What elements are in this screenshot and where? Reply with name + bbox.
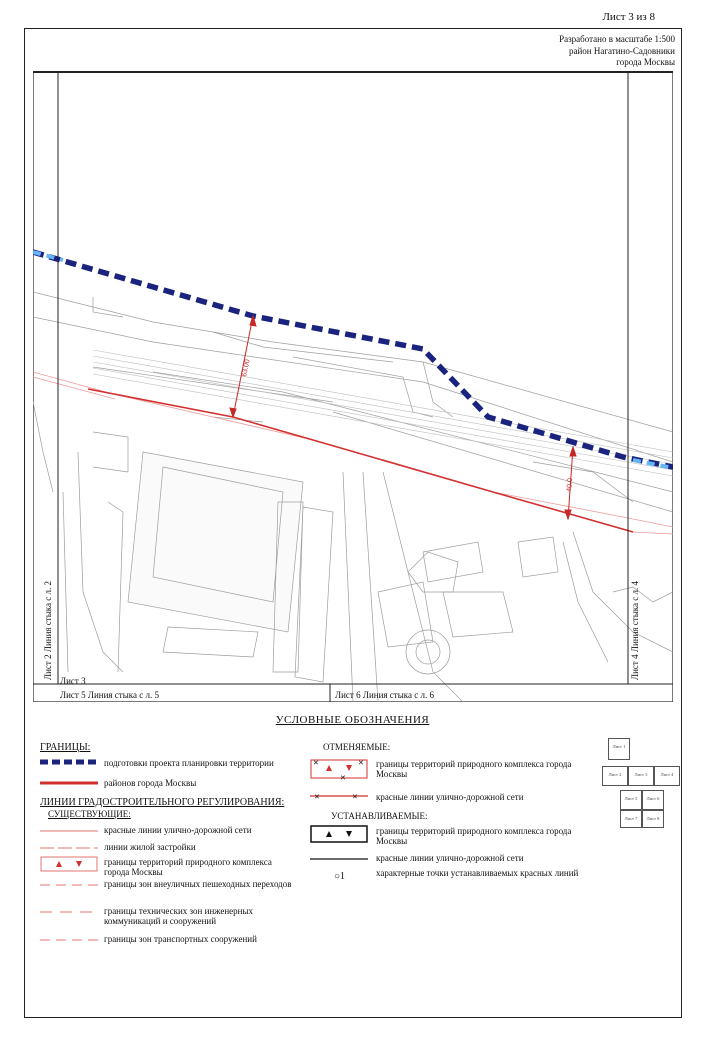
swatch-existing-housing [40, 846, 98, 850]
junction-label-right: Лист 4 Линия стыка с л. 4 [630, 581, 640, 680]
district-note: район Нагатино-Садовники [568, 46, 675, 56]
city-note: города Москвы [616, 57, 675, 67]
index-sheet-1: Лист 1 [608, 738, 630, 760]
corner-sheet-label: Лист 3 [60, 676, 86, 686]
svg-text:✕: ✕ [340, 774, 346, 781]
swatch-cancelled-red [310, 791, 368, 801]
swatch-existing-nature [40, 855, 98, 873]
swatch-established-nature [310, 824, 368, 844]
junction-label-bottom-mid: Лист 6 Линия стыка с л. 6 [335, 690, 434, 700]
legend-boundary-project: подготовки проекта планировки территории [104, 758, 274, 768]
cancelled-heading: ОТМЕНЯЕМЫЕ: [323, 742, 391, 752]
swatch-existing-pedestrian [40, 883, 98, 887]
legend-title: УСЛОВНЫЕ ОБОЗНАЧЕНИЯ [275, 714, 430, 726]
point-symbol: ○1 [334, 871, 346, 882]
legend-existing-1: линии жилой застройки [104, 842, 196, 852]
dimension-label-1: 63.00 [241, 358, 252, 378]
rail-tracks [93, 350, 673, 476]
swatch-existing-transport [40, 938, 98, 942]
index-sheet-2: Лист 2 [602, 766, 628, 786]
index-sheet-6: Лист 6 [642, 790, 664, 810]
swatch-existing-technical [40, 910, 98, 914]
legend-cancelled-1: красные линии улично-дорожной сети [376, 792, 524, 802]
junction-label-bottom-left: Лист 5 Линия стыка с л. 5 [60, 690, 159, 700]
sheet-number: Лист 3 из 8 [602, 11, 655, 23]
sheet-index-map [600, 738, 682, 830]
index-sheet-5: Лист 5 [620, 790, 642, 810]
swatch-cancelled-nature [310, 757, 368, 781]
legend-established-2: характерные точки устанавливаемых красных линий [376, 868, 579, 878]
map-border [33, 72, 673, 702]
existing-red-line [33, 372, 673, 527]
swatch-existing-red [40, 829, 98, 833]
swatch-project-boundary [40, 758, 98, 766]
legend-existing-3: границы зон внеуличных пешеходных переходов [104, 879, 292, 889]
index-sheet-3: Лист 3 [628, 766, 654, 786]
legend-established-1: красные линии улично-дорожной сети [376, 853, 524, 863]
svg-text:✕: ✕ [314, 793, 320, 801]
established-heading: УСТАНАВЛИВАЕМЫЕ: [331, 811, 428, 821]
legend-existing-5: границы зон транспортных сооружений [104, 934, 257, 944]
index-sheet-4: Лист 4 [654, 766, 680, 786]
legend-established-0: границы территорий природного комплекса города Москвы [376, 826, 572, 846]
dimension-label-2: 40.0 [566, 477, 575, 493]
legend-existing-2: границы территорий природного комплекса города Москвы [104, 857, 272, 877]
regulation-heading: ЛИНИИ ГРАДОСТРОИТЕЛЬНОГО РЕГУЛИРОВАНИЯ: [40, 797, 285, 808]
swatch-district-boundary [40, 780, 98, 786]
base-map [33, 292, 673, 702]
index-sheet-7: Лист 7 [620, 810, 642, 828]
legend-existing-0: красные линии улично-дорожной сети [104, 825, 252, 835]
legend-boundary-district: районов города Москвы [104, 778, 197, 788]
boundaries-heading: ГРАНИЦЫ: [40, 742, 91, 753]
map-canvas [33, 72, 673, 702]
scale-note: Разработано в масштабе 1:500 [559, 34, 675, 44]
svg-text:✕: ✕ [352, 793, 358, 801]
junction-label-left: Лист 2 Линия стыка с л. 2 [43, 581, 53, 680]
legend-cancelled-0: границы территорий природного комплекса города Москвы [376, 759, 572, 779]
index-sheet-8: Лист 8 [642, 810, 664, 828]
svg-text:✕: ✕ [313, 759, 319, 767]
existing-heading: СУЩЕСТВУЮЩИЕ: [48, 809, 131, 819]
swatch-established-red [310, 857, 368, 861]
legend-existing-4: границы технических зон инженерных коммуникаций и сооружений [104, 906, 254, 926]
svg-text:✕: ✕ [358, 759, 364, 767]
project-boundary-line [33, 252, 673, 467]
